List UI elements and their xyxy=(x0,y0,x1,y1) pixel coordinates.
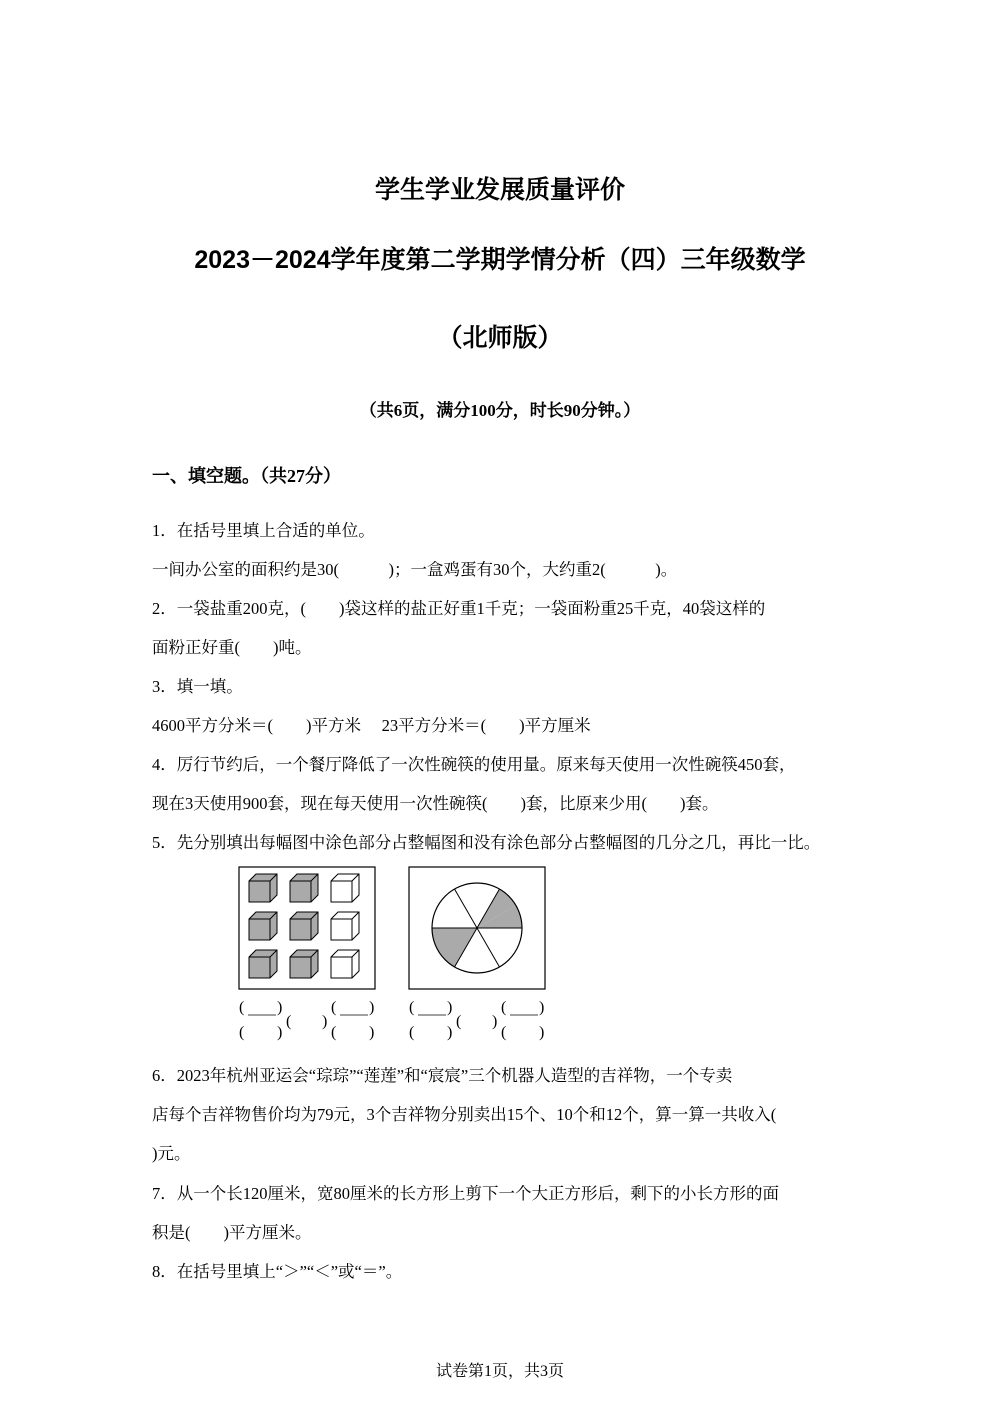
right-fractions xyxy=(409,999,544,1041)
exam-info: （共6页，满分100分，时长90分钟。） xyxy=(359,401,641,420)
question-6: 6．2023年杭州亚运会“琮琮”“莲莲”和“宸宸”三个机器人造型的吉祥物，一个专卖 xyxy=(152,1066,733,1085)
question-6-cont: 店每个吉祥物售价均为79元，3个吉祥物分别卖出15个、10个和12个，算一算一共收入( xyxy=(152,1105,777,1124)
question-1-text: 一间办公室的面积约是30( )；一盒鸡蛋有30个，大约重2( )。 xyxy=(152,560,678,579)
svg-text:): ) xyxy=(492,1013,498,1030)
question-3-text: 4600平方分米＝( )平方米 23平方分米＝( )平方厘米 xyxy=(152,716,591,735)
cube-shaded xyxy=(290,950,318,978)
cube-shaded xyxy=(249,912,277,940)
svg-text:): ) xyxy=(369,1024,375,1041)
question-2-cont: 面粉正好重( )吨。 xyxy=(152,638,312,657)
svg-text:(: ( xyxy=(409,1024,415,1041)
svg-text:(: ( xyxy=(409,999,415,1016)
svg-text:): ) xyxy=(447,999,453,1016)
svg-text:(: ( xyxy=(456,1013,462,1030)
cube-white xyxy=(331,950,359,978)
svg-text:(: ( xyxy=(239,1024,245,1041)
question-1: 1．在括号里填上合适的单位。 xyxy=(152,521,375,540)
left-fractions xyxy=(239,999,374,1041)
pie-circle xyxy=(432,883,522,973)
paren-open: ( xyxy=(239,999,245,1016)
svg-text:): ) xyxy=(277,1024,283,1041)
cube-grid xyxy=(249,874,359,978)
question-5: 5．先分别填出每幅图中涂色部分占整幅图和没有涂色部分占整幅图的几分之几，再比一比。 xyxy=(152,833,821,852)
svg-text:(: ( xyxy=(501,1024,507,1041)
section-heading: 一、填空题。（共27分） xyxy=(152,466,341,486)
svg-text:): ) xyxy=(539,999,545,1016)
svg-text:(: ( xyxy=(331,1024,337,1041)
title-line-3: （北师版） xyxy=(437,324,563,352)
question-4: 4．厉行节约后，一个餐厅降低了一次性碗筷的使用量。原来每天使用一次性碗筷450套， xyxy=(152,755,796,774)
cube-white xyxy=(331,874,359,902)
svg-text:(: ( xyxy=(501,999,507,1016)
question-8: 8．在括号里填上“＞”“＜”或“＝”。 xyxy=(152,1262,403,1281)
question-4-cont: 现在3天使用900套，现在每天使用一次性碗筷( )套，比原来少用( )套。 xyxy=(152,794,719,813)
svg-text:): ) xyxy=(447,1024,453,1041)
svg-text:(: ( xyxy=(331,999,337,1016)
cube-shaded xyxy=(249,950,277,978)
title-line-2: 2023－2024学年度第二学期学情分析（四）三年级数学 xyxy=(194,246,806,274)
question-3: 3．填一填。 xyxy=(152,677,243,696)
svg-text:): ) xyxy=(322,1013,328,1030)
question-7: 7．从一个长120厘米，宽80厘米的长方形上剪下一个大正方形后，剩下的小长方形的面 xyxy=(152,1184,779,1203)
question-5-figure xyxy=(230,862,560,1047)
question-6-end: )元。 xyxy=(152,1144,191,1163)
cube-white xyxy=(331,912,359,940)
page-footer: 试卷第1页，共3页 xyxy=(435,1363,564,1380)
paren-close: ) xyxy=(277,999,283,1016)
question-7-cont: 积是( )平方厘米。 xyxy=(152,1223,312,1242)
cube-shaded xyxy=(290,912,318,940)
svg-text:): ) xyxy=(369,999,375,1016)
svg-text:(: ( xyxy=(286,1013,292,1030)
question-2: 2．一袋盐重200克，( )袋这样的盐正好重1千克；一袋面粉重25千克，40袋这样的 xyxy=(152,599,766,618)
cube-shaded xyxy=(290,874,318,902)
svg-text:): ) xyxy=(539,1024,545,1041)
title-line-1: 学生学业发展质量评价 xyxy=(374,176,625,204)
cube-shaded xyxy=(249,874,277,902)
